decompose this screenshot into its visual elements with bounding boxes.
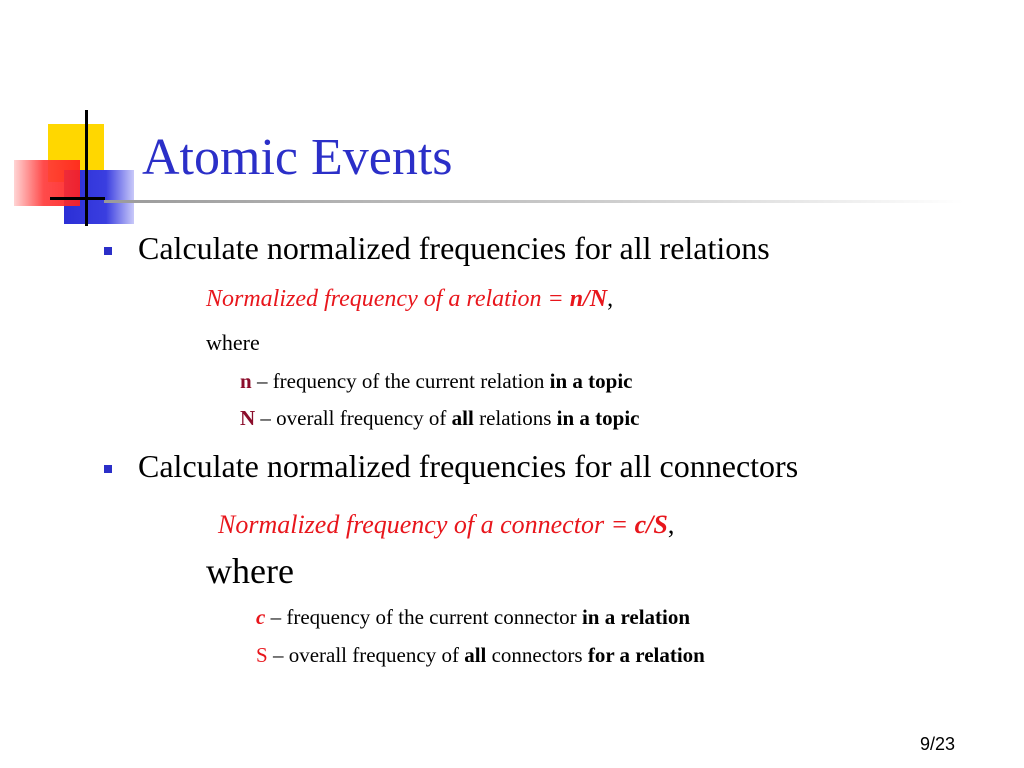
bullet-square-icon bbox=[104, 465, 112, 473]
definition-S: S – overall frequency of all connectors for a relation bbox=[256, 643, 705, 667]
bullet-connectors bbox=[104, 448, 798, 485]
definition-c: c – frequency of the current connector in a relation bbox=[256, 605, 691, 629]
bullet-relations bbox=[104, 230, 770, 267]
ornament-vertical-line bbox=[85, 110, 88, 226]
variable-c: c bbox=[256, 605, 266, 629]
bullet-text: Calculate normalized frequencies for all connectors bbox=[138, 448, 799, 484]
bullet-text: Calculate normalized frequencies for all relations bbox=[138, 230, 770, 266]
formula-expression: c/S bbox=[634, 510, 668, 539]
formula-relation: Normalized frequency of a relation = n/N, bbox=[206, 286, 614, 312]
page-number: 9/23 bbox=[920, 734, 956, 754]
where-label: where bbox=[206, 551, 294, 591]
title-underline bbox=[104, 200, 964, 203]
variable-N: N bbox=[240, 406, 256, 430]
variable-n: n bbox=[240, 369, 252, 393]
definition-n: n – frequency of the current relation in a topic bbox=[240, 369, 633, 393]
where-label: where bbox=[206, 330, 260, 355]
ornament-horizontal-line bbox=[50, 197, 105, 200]
bullet-square-icon bbox=[104, 247, 112, 255]
variable-S: S bbox=[256, 643, 268, 667]
definition-N: N – overall frequency of all relations in a topic bbox=[240, 406, 640, 430]
formula-expression: n/N bbox=[569, 286, 608, 312]
slide-title: Atomic Events bbox=[142, 129, 453, 186]
formula-connector: Normalized frequency of a connector = c/S, bbox=[218, 510, 675, 539]
